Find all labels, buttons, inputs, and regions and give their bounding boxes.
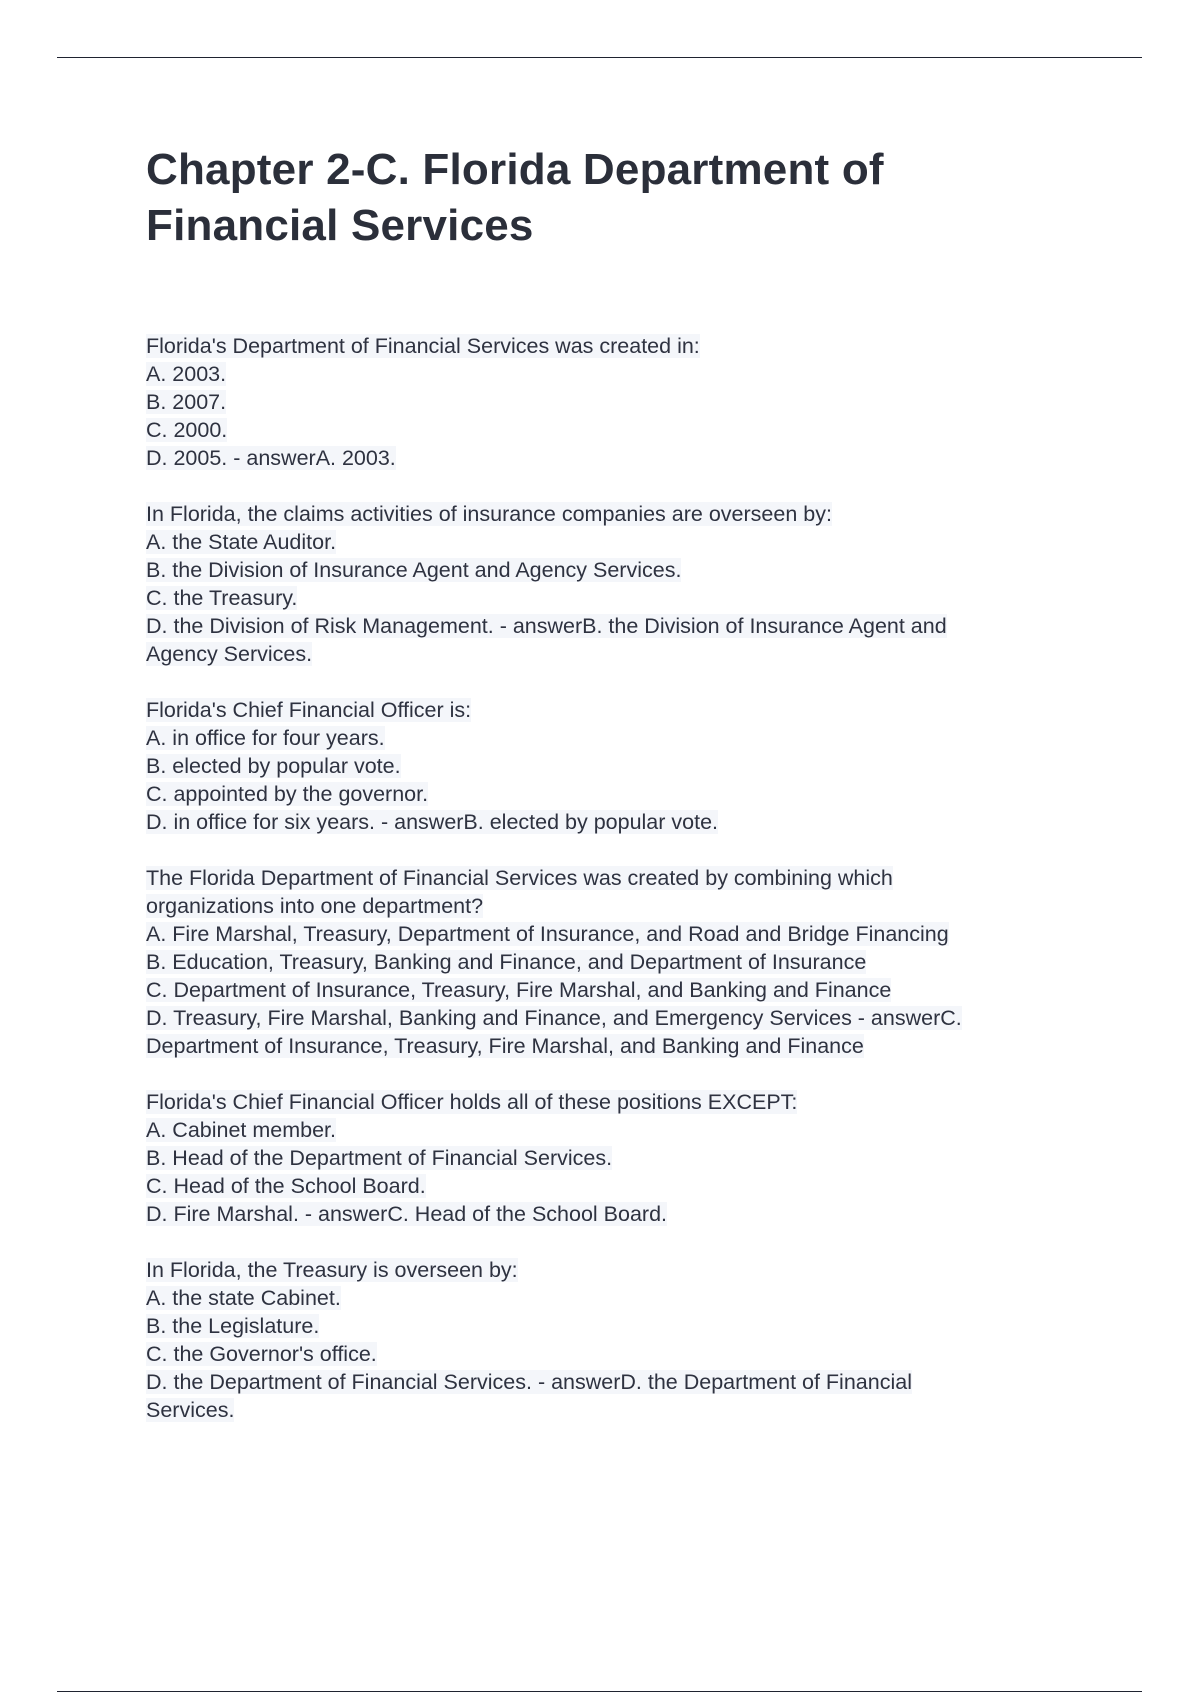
question-text: In Florida, the claims activities of insurance companies are overseen by: [146, 502, 832, 526]
option-a: A. the State Auditor. [146, 530, 337, 554]
option-d-with-answer: D. the Division of Risk Management. - answerB. the Division of Insurance Agent and [146, 614, 947, 638]
option-c: C. Department of Insurance, Treasury, Fire Marshal, and Banking and Finance [146, 978, 892, 1002]
question-text: The Florida Department of Financial Services was created by combining which [146, 866, 893, 890]
option-c: C. Head of the School Board. [146, 1174, 426, 1198]
question-block-5 [146, 1088, 1086, 1228]
option-a: A. in office for four years. [146, 726, 385, 750]
option-a: A. Cabinet member. [146, 1118, 337, 1142]
page-title [146, 142, 1086, 254]
option-d-with-answer: D. Fire Marshal. - answerC. Head of the School Board. [146, 1202, 667, 1226]
option-d-with-answer: D. Treasury, Fire Marshal, Banking and Finance, and Emergency Services - answerC. [146, 1006, 962, 1030]
question-text: Florida's Chief Financial Officer is: [146, 698, 472, 722]
question-block-6 [146, 1256, 1086, 1424]
option-b: B. Education, Treasury, Banking and Finance, and Department of Insurance [146, 950, 867, 974]
question-text-continuation: organizations into one department? [146, 894, 484, 918]
option-b: B. 2007. [146, 390, 227, 414]
option-d-with-answer: D. in office for six years. - answerB. elected by popular vote. [146, 810, 719, 834]
option-a: A. Fire Marshal, Treasury, Department of Insurance, and Road and Bridge Financing [146, 922, 949, 946]
question-text: In Florida, the Treasury is overseen by: [146, 1258, 518, 1282]
answer-continuation: Services. [146, 1398, 235, 1422]
answer-continuation: Agency Services. [146, 642, 313, 666]
page-title-line-1: Chapter 2-C. Florida Department of [146, 145, 884, 194]
question-block-3 [146, 696, 1086, 836]
question-text: Florida's Department of Financial Services was created in: [146, 334, 700, 358]
option-a: A. 2003. [146, 362, 227, 386]
bottom-rule [57, 1691, 1142, 1692]
option-c: C. the Governor's office. [146, 1342, 377, 1366]
option-b: B. the Division of Insurance Agent and Agency Services. [146, 558, 682, 582]
option-c: C. the Treasury. [146, 586, 298, 610]
option-a: A. the state Cabinet. [146, 1286, 341, 1310]
option-c: C. 2000. [146, 418, 228, 442]
option-d-with-answer: D. the Department of Financial Services. - answerD. the Department of Financial [146, 1370, 912, 1394]
question-list [146, 332, 1086, 1424]
option-c: C. appointed by the governor. [146, 782, 429, 806]
option-b: B. Head of the Department of Financial Services. [146, 1146, 613, 1170]
document-body [146, 142, 1086, 1452]
option-d-with-answer: D. 2005. - answerA. 2003. [146, 446, 396, 470]
question-block-2 [146, 500, 1086, 668]
question-block-1 [146, 332, 1086, 472]
top-rule [57, 57, 1142, 58]
option-b: B. elected by popular vote. [146, 754, 401, 778]
question-block-4 [146, 864, 1086, 1060]
option-b: B. the Legislature. [146, 1314, 320, 1338]
answer-continuation: Department of Insurance, Treasury, Fire Marshal, and Banking and Finance [146, 1034, 864, 1058]
question-text: Florida's Chief Financial Officer holds all of these positions EXCEPT: [146, 1090, 798, 1114]
page-title-line-2: Financial Services [146, 201, 534, 250]
